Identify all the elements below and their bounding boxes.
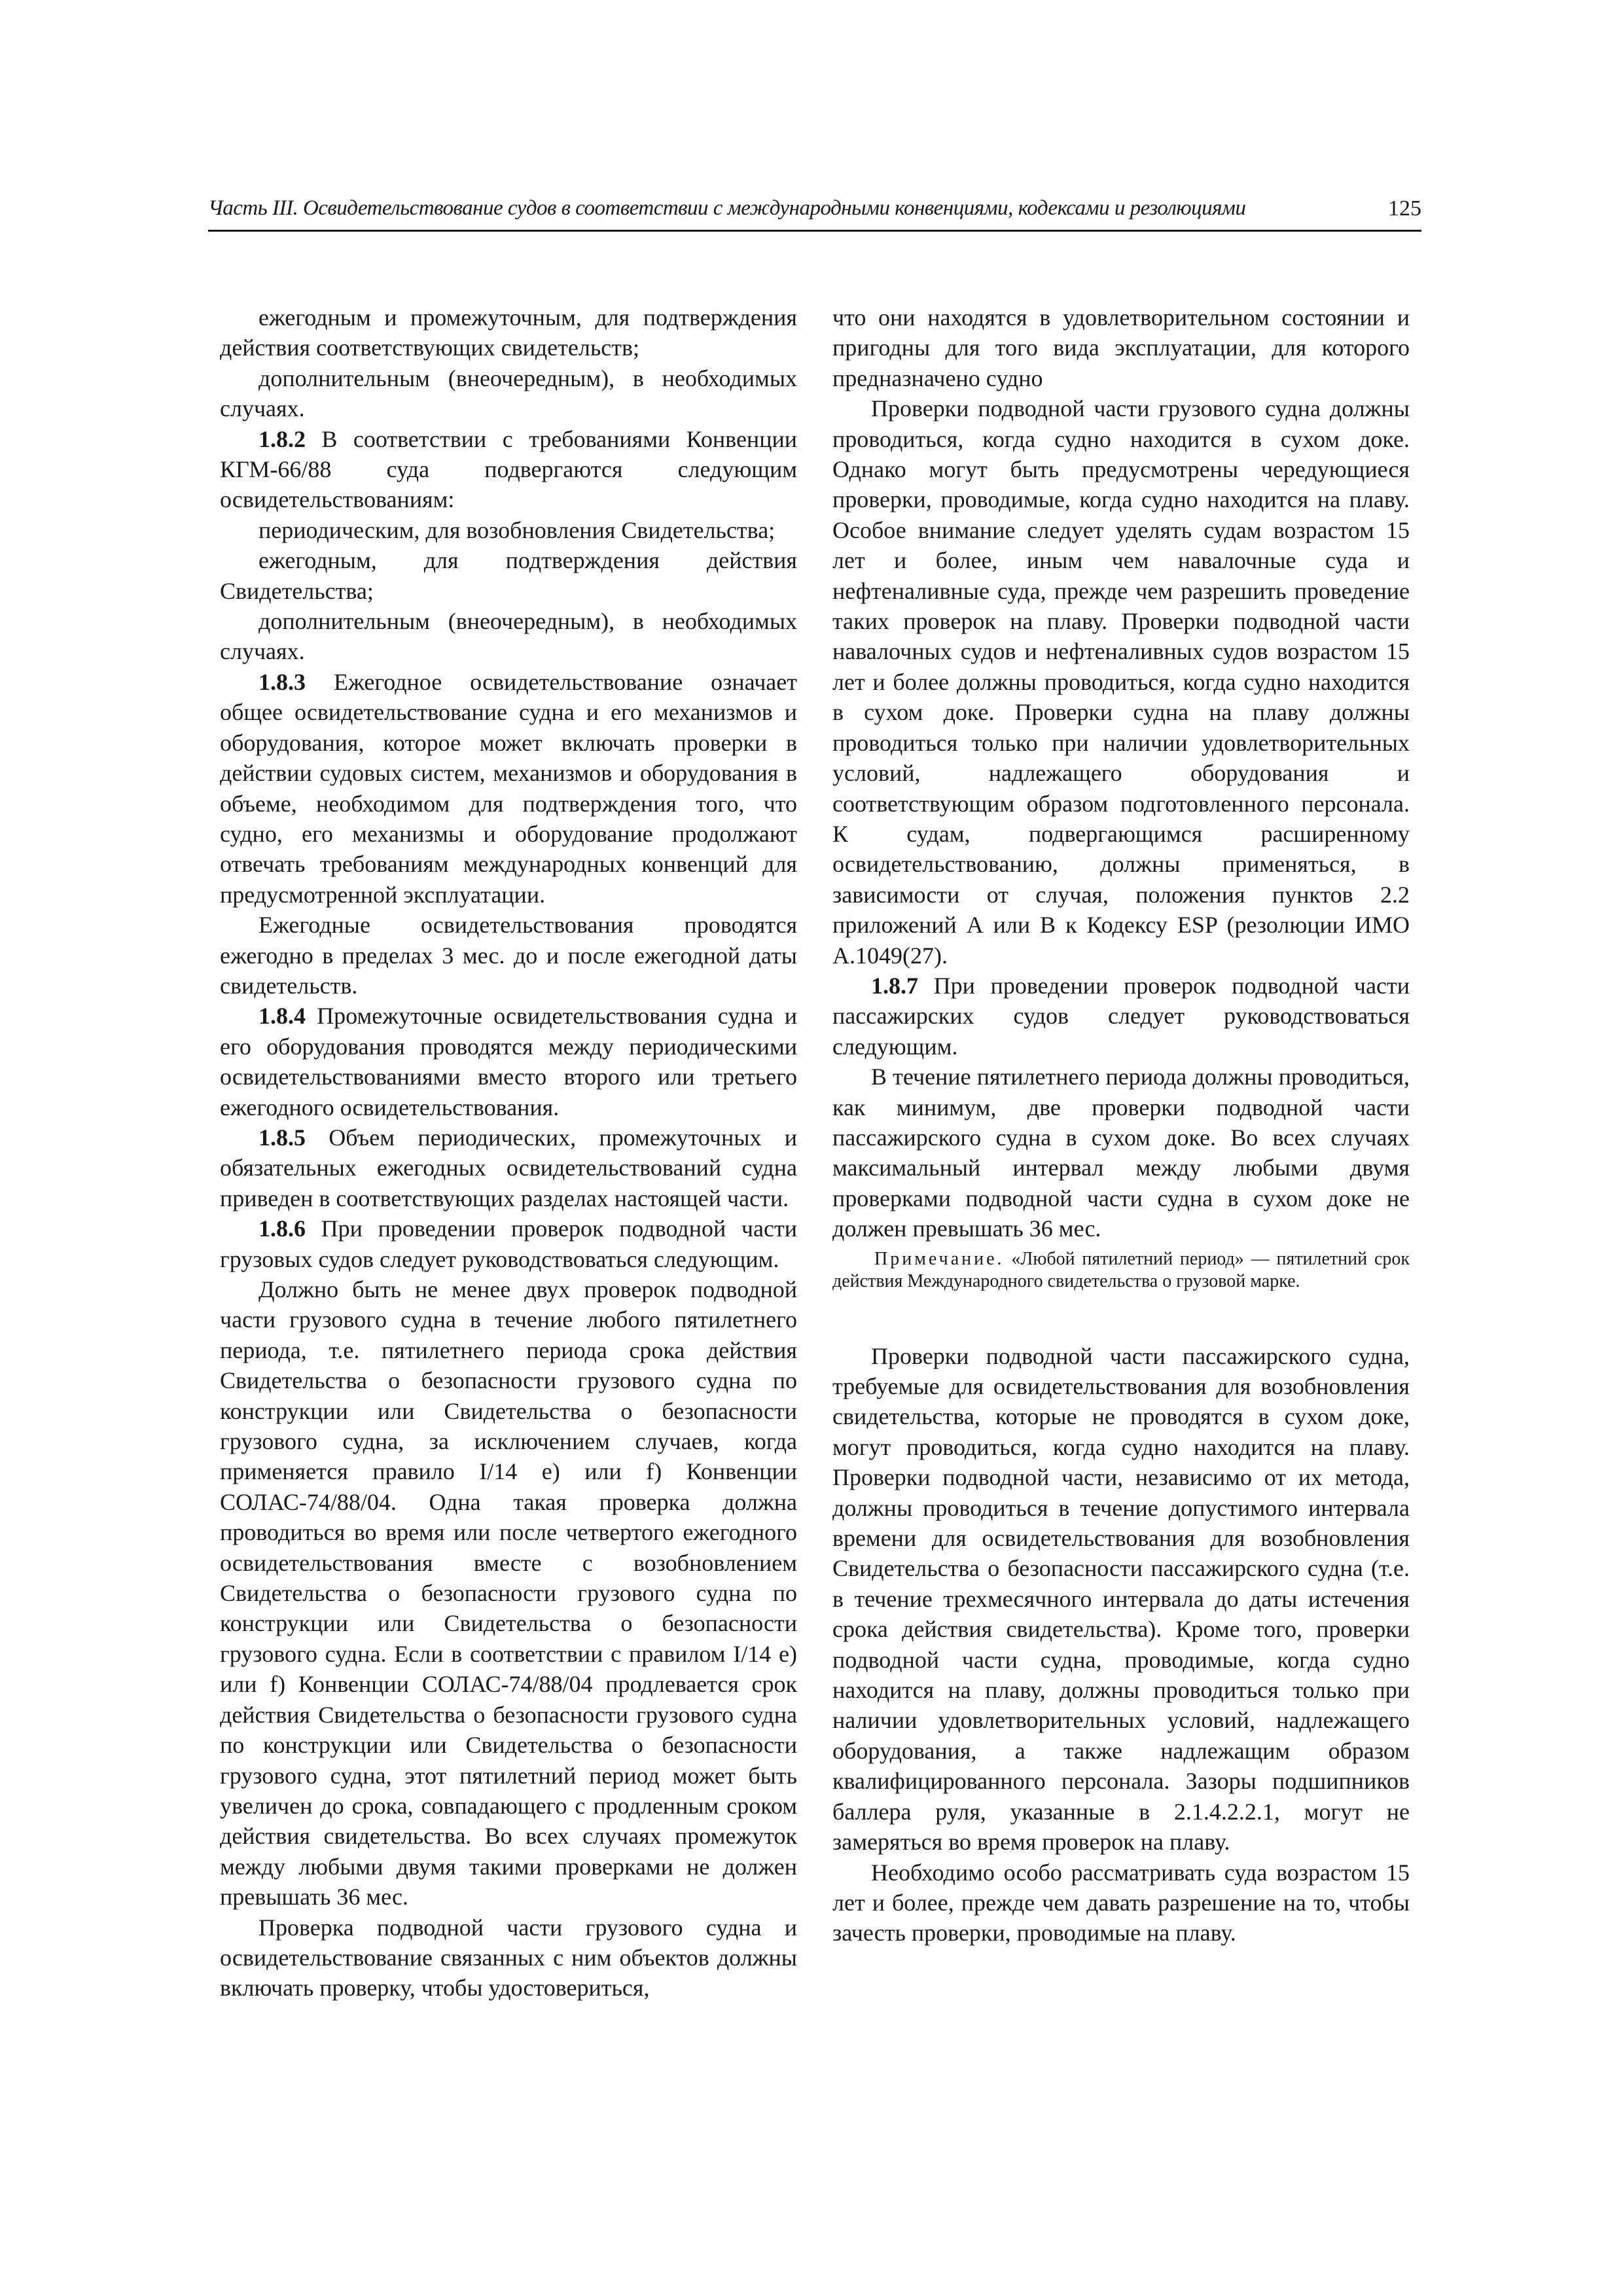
section-number: 1.8.5	[259, 1124, 306, 1151]
paragraph: что они находятся в удовлетворительном состоянии и пригодны для того вида эксплуатации, для которого предназначено судно	[832, 304, 1410, 391]
section-number: 1.8.6	[259, 1215, 306, 1242]
section-1-8-3	[220, 667, 797, 910]
section-number: 1.8.2	[259, 425, 306, 452]
paragraph: Проверки подводной части пассажирского судна, требуемые для освидетельствования для возобновления свидетельства, которые не проводятся в сухом доке, могут проводиться, когда судно находится на плаву. Проверки подводной части, независимо от их метода, должны проводиться в течение допустимого интервала времени для освидетельствования для возобновления Свидетельства о безопасности пассажирского судна (т.е. в течение трехмесячного интервала до даты истечения срока действия свидетельства). Кроме того, проверки подводной части судна, проводимые, когда судно находится на плаву, должны проводиться только при наличии удовлетворительных условий, надлежащего оборудования, а также надлежащим образом квалифицированного персонала. Зазоры подшипников баллера руля, указанные в 2.1.4.2.2.1, могут не замеряться во время проверок на плаву.	[832, 1342, 1410, 1856]
header-rule	[208, 230, 1421, 232]
section-number: 1.8.7	[871, 972, 918, 999]
section-text: При проведении проверок подводной части грузовых судов следует руководствоваться следующим.	[220, 1215, 797, 1272]
section-number: 1.8.3	[259, 668, 306, 695]
paragraph: Необходимо особо рассматривать суда возрастом 15 лет и более, прежде чем давать разрешение на то, чтобы зачесть проверки, проводимые на плаву.	[832, 1859, 1410, 1946]
list-item: ежегодным, для подтверждения действия Свидетельства;	[220, 547, 797, 604]
section-text: Объем периодических, промежуточных и обязательных ежегодных освидетельствований судна приведен в соответствующих разделах настоящей части.	[220, 1124, 797, 1211]
section-text: Промежуточные освидетельствования судна и его оборудования проводятся между периодическими освидетельствованиями вместо второго или третьего ежегодного освидетельствования.	[220, 1003, 797, 1121]
section-text: При проведении проверок подводной части пассажирских судов следует руководствоваться следующим.	[832, 972, 1410, 1060]
section-number: 1.8.4	[259, 1003, 306, 1030]
section-1-8-4	[220, 1001, 797, 1122]
paragraph: Проверки подводной части грузового судна должны проводиться, когда судно находится в сухом доке. Однако могут быть предусмотрены чередующиеся проверки, проводимые, когда судно находится на плаву. Особое внимание следует уделять судам возрастом 15 лет и более, иным чем навалочные суда и нефтеналивные суда, прежде чем разрешить проведение таких проверок на плаву. Проверки подводной части навалочных судов и нефтеналивных судов возрастом 15 лет и более должны проводиться, когда судно находится в сухом доке. Проверки судна на плаву должны проводиться только при наличии удовлетворительных условий, надлежащего оборудования и соответствующим образом подготовленного персонала. К судам, подвергающимся расширенному освидетельствованию, должны применяться, в зависимости от случая, положения пунктов 2.2 приложений А или В к Кодексу ESP (резолюции ИМО А.1049(27).	[832, 395, 1410, 969]
section-1-8-7	[832, 971, 1410, 1062]
note	[832, 1248, 1410, 1293]
list-item: периодическим, для возобновления Свидетельства;	[259, 516, 776, 543]
paragraph: Ежегодные освидетельствования проводятся ежегодно в пределах 3 мес. до и после ежегодной даты свидетельств.	[220, 912, 797, 999]
section-text: Ежегодное освидетельствование означает общее освидетельствование судна и его механизмов и оборудования, которое может включать проверки в действии судовых систем, механизмов и оборудования в объеме, необходимом для подтверждения того, что судно, его механизмы и оборудование продолжают отвечать требованиям международных конвенций для предусмотренной эксплуатации.	[220, 668, 797, 908]
right-column	[832, 302, 1410, 1948]
paragraph: дополнительным (внеочередным), в необходимых случаях.	[220, 365, 797, 422]
section-1-8-6	[220, 1213, 797, 1274]
note-label: Примечание.	[874, 1248, 1005, 1269]
section-1-8-2	[220, 424, 797, 515]
paragraph: В течение пятилетнего периода должны проводиться, как минимум, две проверки подводной части пассажирского судна в сухом доке. Во всех случаях максимальный интервал между любыми двумя проверками подводной части судна в сухом доке не должен превышать 36 мес.	[832, 1064, 1410, 1242]
section-text: В соответствии с требованиями Конвенции КГМ-66/88 суда подвергаются следующим освидетельствованиям:	[220, 425, 797, 513]
paragraph: ежегодным и промежуточным, для подтверждения действия соответствующих свидетельств;	[220, 304, 797, 361]
running-title: Часть III. Освидетельствование судов в соответствии с международными конвенциями, кодексами и резолюциями	[208, 196, 1246, 220]
section-1-8-5	[220, 1122, 797, 1213]
page-number: 125	[1388, 196, 1421, 221]
page-header	[208, 196, 1421, 225]
paragraph: Проверка подводной части грузового судна и освидетельствование связанных с ним объектов должны включать проверку, чтобы удостовериться,	[220, 1914, 797, 2001]
paragraph: Должно быть не менее двух проверок подводной части грузового судна в течение любого пятилетнего периода, т.е. пятилетнего периода срока действия Свидетельства о безопасности грузового судна по конструкции или Свидетельства о безопасности грузового судна, за исключением случаев, когда применяется правило I/14 e) или f) Конвенции СОЛАС-74/88/04. Одна такая проверка должна проводиться во время или после четвертого ежегодного освидетельствования вместе с возобновлением Свидетельства о безопасности грузового судна по конструкции или Свидетельства о безопасности грузового судна. Если в соответствии с правилом I/14 e) или f) Конвенции СОЛАС-74/88/04 продлевается срок действия Свидетельства о безопасности грузового судна по конструкции или Свидетельства о безопасности грузового судна, этот пятилетний период может быть увеличен до срока, совпадающего с продленным сроком действия свидетельства. Во всех случаях промежуток между любыми двумя такими проверками не должен превышать 36 мес.	[220, 1276, 797, 1910]
list-item: дополнительным (внеочередным), в необходимых случаях.	[220, 608, 797, 665]
note-text: «Любой пятилетний период» — пятилетний срок действия Международного свидетельства о грузовой марке.	[832, 1248, 1410, 1291]
left-column	[220, 302, 797, 2003]
